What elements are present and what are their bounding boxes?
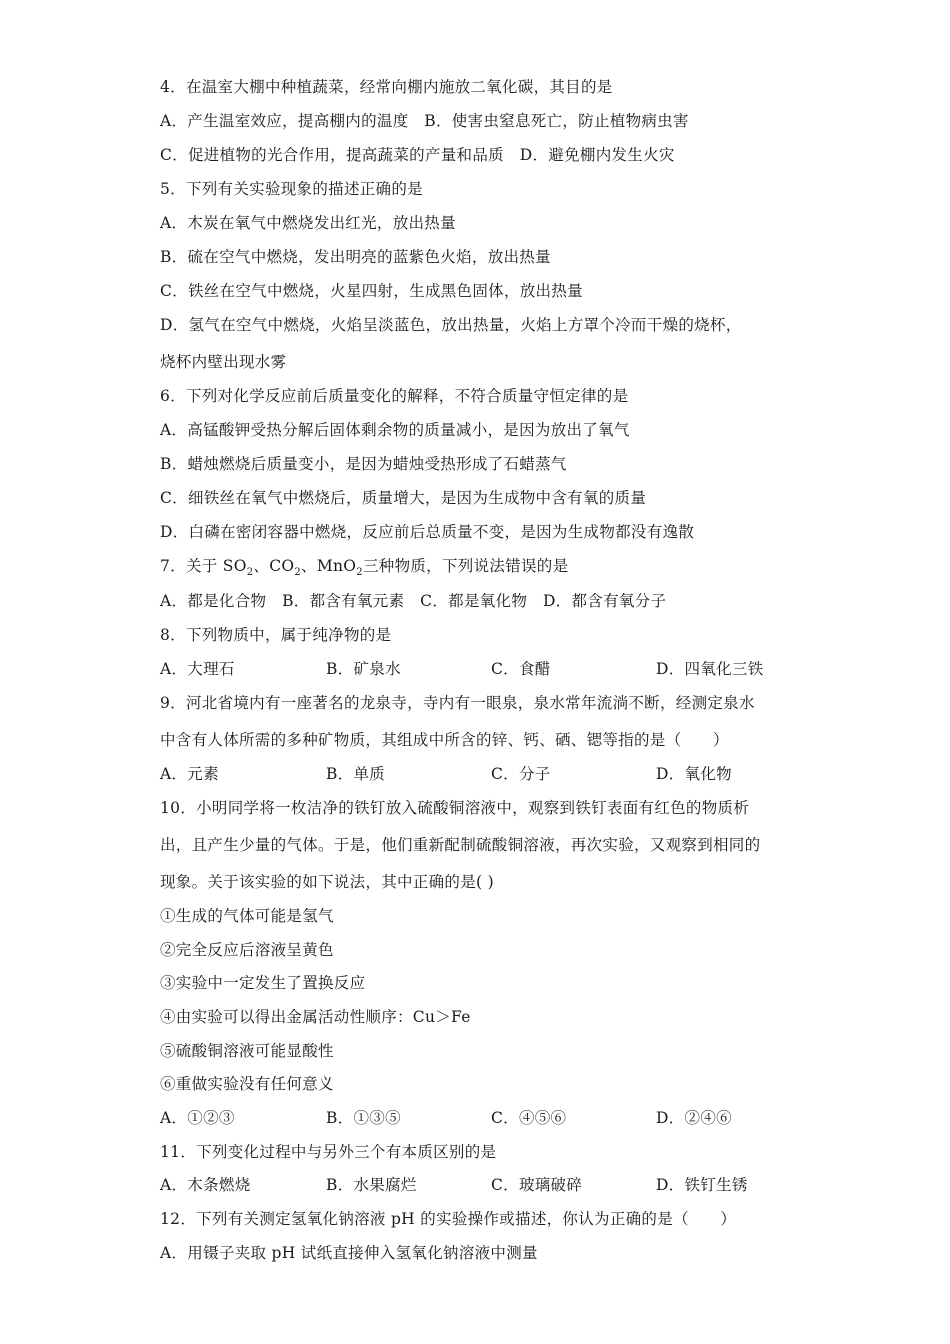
q7-stem-mid-2: 、MnO — [301, 557, 357, 575]
question-9-option-a: A．元素 — [160, 765, 219, 783]
question-6-option-d: D．白磷在密闭容器中燃烧，反应前后总质量不变，是因为生成物都没有逸散 — [160, 523, 695, 541]
question-10-statement-2: ②完全反应后溶液呈黄色 — [160, 941, 334, 959]
question-5-option-d-cont: 烧杯内壁出现水雾 — [160, 353, 287, 371]
question-8-option-a: A．大理石 — [160, 660, 235, 678]
question-8-options — [160, 658, 800, 680]
question-10-stem-cont-1: 出，且产生少量的气体。于是，他们重新配制硫酸铜溶液，再次实验，又观察到相同的 — [160, 836, 761, 854]
question-9-stem-cont: 中含有人体所需的多种矿物质，其组成中所含的锌、钙、硒、锶等指的是（ ） — [160, 731, 729, 749]
question-10-statement-1: ①生成的气体可能是氢气 — [160, 907, 334, 925]
q7-stem-mid-1: 、CO — [253, 557, 295, 575]
question-10-stem: 10．小明同学将一枚洁净的铁钉放入硫酸铜溶液中，观察到铁钉表面有红色的物质析 — [160, 799, 750, 817]
question-8-option-b: B．矿泉水 — [326, 660, 401, 678]
question-10-option-a: A．①②③ — [160, 1109, 235, 1127]
question-11-options — [160, 1174, 800, 1196]
question-8-stem: 8．下列物质中，属于纯净物的是 — [160, 626, 392, 644]
question-6-option-c: C．细铁丝在氧气中燃烧后，质量增大，是因为生成物中含有氧的质量 — [160, 489, 647, 507]
question-10-option-b: B．①③⑤ — [326, 1109, 401, 1127]
question-12-option-a: A．用镊子夹取 pH 试纸直接伸入氢氧化钠溶液中测量 — [160, 1244, 538, 1262]
question-10-statement-4: ④由实验可以得出金属活动性顺序：Cu＞Fe — [160, 1008, 471, 1026]
question-10-options — [160, 1107, 800, 1129]
question-10-statement-3: ③实验中一定发生了置换反应 — [160, 974, 366, 992]
question-9-option-b: B．单质 — [326, 765, 386, 783]
question-4-options-cd: C．促进植物的光合作用，提高蔬菜的产量和品质 D．避免棚内发生火灾 — [160, 146, 675, 164]
question-5-option-b: B．硫在空气中燃烧，发出明亮的蓝紫色火焰，放出热量 — [160, 248, 551, 266]
question-5-option-d: D．氢气在空气中燃烧，火焰呈淡蓝色，放出热量，火焰上方罩个冷而干燥的烧杯， — [160, 316, 742, 334]
question-4-options-ab: A．产生温室效应，提高棚内的温度 B．使害虫窒息死亡，防止植物病虫害 — [160, 112, 689, 130]
question-5-option-c: C．铁丝在空气中燃烧，火星四射，生成黑色固体，放出热量 — [160, 282, 583, 300]
q7-sub-2: 2 — [294, 567, 302, 579]
question-10-option-d: D．②④⑥ — [656, 1109, 732, 1127]
q7-stem-pre: 7．关于 SO — [160, 557, 247, 575]
question-11-option-a: A．木条燃烧 — [160, 1176, 251, 1194]
question-10-statement-6: ⑥重做实验没有任何意义 — [160, 1075, 334, 1093]
question-10-statement-5: ⑤硫酸铜溶液可能显酸性 — [160, 1042, 334, 1060]
question-9-stem: 9．河北省境内有一座著名的龙泉寺，寺内有一眼泉，泉水常年流淌不断，经测定泉水 — [160, 694, 755, 712]
question-6-stem: 6．下列对化学反应前后质量变化的解释，不符合质量守恒定律的是 — [160, 387, 629, 405]
question-8-option-d: D．四氧化三铁 — [656, 660, 764, 678]
question-9-options — [160, 763, 800, 785]
question-7-options: A．都是化合物 B．都含有氧元素 C．都是氧化物 D．都含有氧分子 — [160, 592, 667, 610]
question-5-stem: 5．下列有关实验现象的描述正确的是 — [160, 180, 423, 198]
question-8-option-c: C．食醋 — [491, 660, 551, 678]
question-6-option-a: A．高锰酸钾受热分解后固体剩余物的质量减小，是因为放出了氧气 — [160, 421, 630, 439]
question-10-stem-cont-2: 现象。关于该实验的如下说法，其中正确的是( ) — [160, 873, 494, 891]
q7-stem-post: 三种物质，下列说法错误的是 — [362, 557, 569, 575]
question-9-option-c: C．分子 — [491, 765, 551, 783]
question-11-stem: 11．下列变化过程中与另外三个有本质区别的是 — [160, 1143, 497, 1161]
question-10-option-c: C．④⑤⑥ — [491, 1109, 567, 1127]
question-11-option-c: C．玻璃破碎 — [491, 1176, 583, 1194]
question-7-stem — [160, 555, 568, 584]
question-5-option-a: A．木炭在氧气中燃烧发出红光，放出热量 — [160, 214, 456, 232]
question-12-stem: 12．下列有关测定氢氧化钠溶液 pH 的实验操作或描述，你认为正确的是（ ） — [160, 1210, 737, 1228]
question-11-option-b: B．水果腐烂 — [326, 1176, 417, 1194]
question-6-option-b: B．蜡烛燃烧后质量变小，是因为蜡烛受热形成了石蜡蒸气 — [160, 455, 567, 473]
question-9-option-d: D．氧化物 — [656, 765, 732, 783]
question-11-option-d: D．铁钉生锈 — [656, 1176, 748, 1194]
question-4-stem: 4．在温室大棚中种植蔬菜，经常向棚内施放二氧化碳，其目的是 — [160, 78, 613, 96]
q7-sub-1: 2 — [246, 567, 254, 579]
q7-sub-3: 2 — [356, 567, 363, 579]
